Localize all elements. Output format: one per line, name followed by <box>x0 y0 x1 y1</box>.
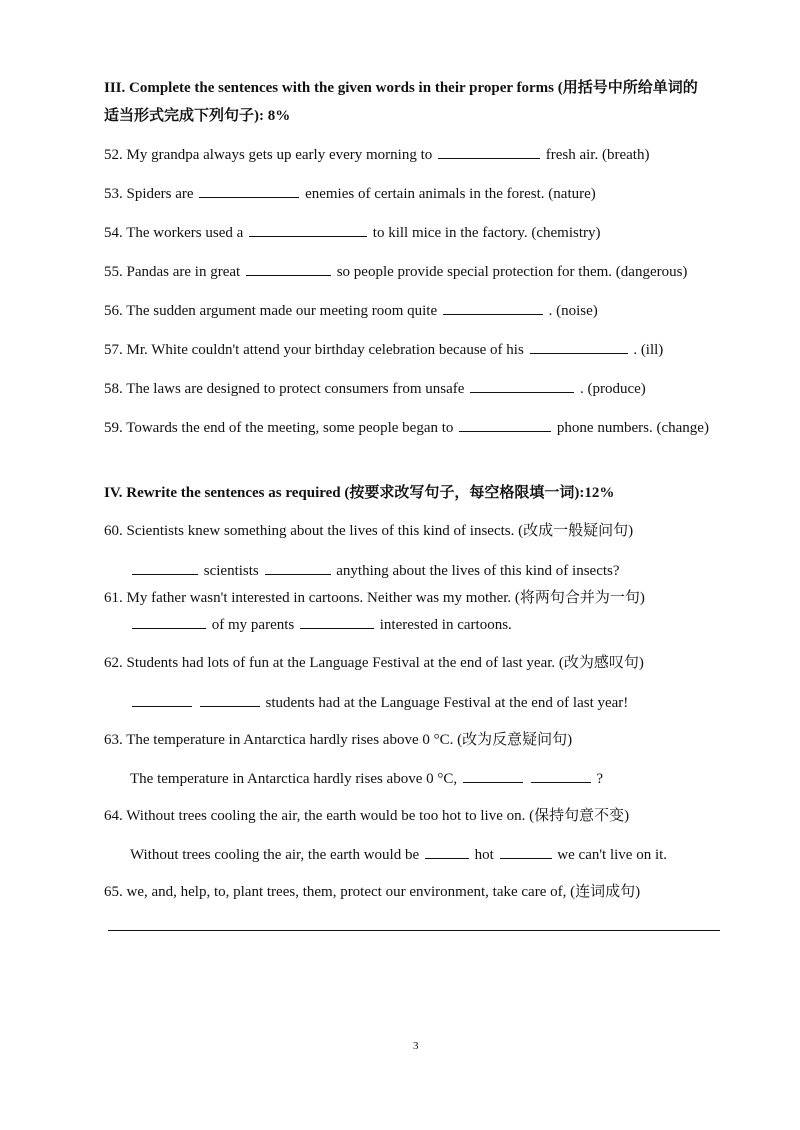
q54-hint: to kill mice in the factory. (chemistry) <box>372 225 601 241</box>
q64-answer-line <box>130 844 667 865</box>
q58-blank[interactable] <box>470 378 574 393</box>
question-56 <box>104 300 598 321</box>
q53-blank[interactable] <box>199 183 299 198</box>
q61-blank-2[interactable] <box>300 614 374 629</box>
q53-text: 53. Spiders are <box>104 186 194 202</box>
q60-mid-text: scientists <box>203 563 259 579</box>
q56-blank[interactable] <box>443 300 543 315</box>
q55-text: 55. Pandas are in great <box>104 264 241 280</box>
section-4-heading: IV. Rewrite the sentences as required (按要求改写句子，每空格限填一词):12% <box>104 485 615 501</box>
q55-hint: so people provide special protection for them. (dangerous) <box>336 264 688 280</box>
q63-blank-1[interactable] <box>463 768 523 783</box>
q57-text: 57. Mr. White couldn't attend your birthday celebration because of his <box>104 342 524 358</box>
q60-blank-2[interactable] <box>265 560 331 575</box>
q64-pre-text: Without trees cooling the air, the earth would be <box>130 847 420 863</box>
q62-blank-1[interactable] <box>132 692 192 707</box>
q59-text: 59. Towards the end of the meeting, some people began to <box>104 420 454 436</box>
q63-blank-2[interactable] <box>531 768 591 783</box>
q58-text: 58. The laws are designed to protect consumers from unsafe <box>104 381 465 397</box>
question-63: 63. The temperature in Antarctica hardly rises above 0 °C. (改为反意疑问句) <box>104 732 573 748</box>
q61-answer-line <box>130 614 512 635</box>
q63-answer-line <box>130 768 603 789</box>
q56-text: 56. The sudden argument made our meeting room quite <box>104 303 438 319</box>
q53-hint: enemies of certain animals in the forest. (nature) <box>305 186 596 202</box>
section-3-heading-line2: 适当形式完成下列句子): 8% <box>104 108 291 124</box>
page-number: 3 <box>413 1040 419 1052</box>
question-52 <box>104 144 649 165</box>
q61-mid-text: of my parents <box>211 617 295 633</box>
q56-hint: . (noise) <box>548 303 598 319</box>
question-61: 61. My father wasn't interested in cartoons. Neither was my mother. (将两句合并为一句) <box>104 590 645 606</box>
q62-post-text: students had at the Language Festival at the end of last year! <box>265 695 629 711</box>
question-55 <box>104 261 687 282</box>
q61-blank-1[interactable] <box>132 614 206 629</box>
q58-hint: . (produce) <box>579 381 646 397</box>
q64-blank-2[interactable] <box>500 844 552 859</box>
q64-post-text: we can't live on it. <box>557 847 668 863</box>
q52-text: 52. My grandpa always gets up early every morning to <box>104 147 433 163</box>
q59-hint: phone numbers. (change) <box>556 420 709 436</box>
question-59 <box>104 417 709 438</box>
question-53 <box>104 183 596 204</box>
question-62: 62. Students had lots of fun at the Language Festival at the end of last year. (改为感叹句) <box>104 655 644 671</box>
q63-pre-text: The temperature in Antarctica hardly rises above 0 °C, <box>130 771 458 787</box>
q62-blank-2[interactable] <box>200 692 260 707</box>
question-64: 64. Without trees cooling the air, the earth would be too hot to live on. (保持句意不变) <box>104 808 630 824</box>
q64-mid-text: hot <box>474 847 494 863</box>
q62-answer-line <box>130 692 628 713</box>
q61-post-text: interested in cartoons. <box>379 617 512 633</box>
q60-answer-line <box>130 560 620 581</box>
q60-blank-1[interactable] <box>132 560 198 575</box>
question-60: 60. Scientists knew something about the lives of this kind of insects. (改成一般疑问句) <box>104 523 634 539</box>
q57-hint: . (ill) <box>633 342 664 358</box>
q63-post-text: ? <box>596 771 604 787</box>
q55-blank[interactable] <box>246 261 331 276</box>
q64-blank-1[interactable] <box>425 844 469 859</box>
question-54 <box>104 222 600 243</box>
q65-answer-line[interactable] <box>108 930 720 931</box>
q54-blank[interactable] <box>249 222 367 237</box>
q59-blank[interactable] <box>459 417 551 432</box>
question-65: 65. we, and, help, to, plant trees, them, protect our environment, take care of, (连词成句) <box>104 884 641 900</box>
question-57 <box>104 339 663 360</box>
q52-hint: fresh air. (breath) <box>545 147 650 163</box>
q52-blank[interactable] <box>438 144 540 159</box>
q57-blank[interactable] <box>530 339 628 354</box>
question-58 <box>104 378 646 399</box>
section-3-heading-line1: III. Complete the sentences with the given words in their proper forms (用括号中所给单词的 <box>104 80 698 96</box>
q60-post-text: anything about the lives of this kind of insects? <box>336 563 620 579</box>
q54-text: 54. The workers used a <box>104 225 244 241</box>
